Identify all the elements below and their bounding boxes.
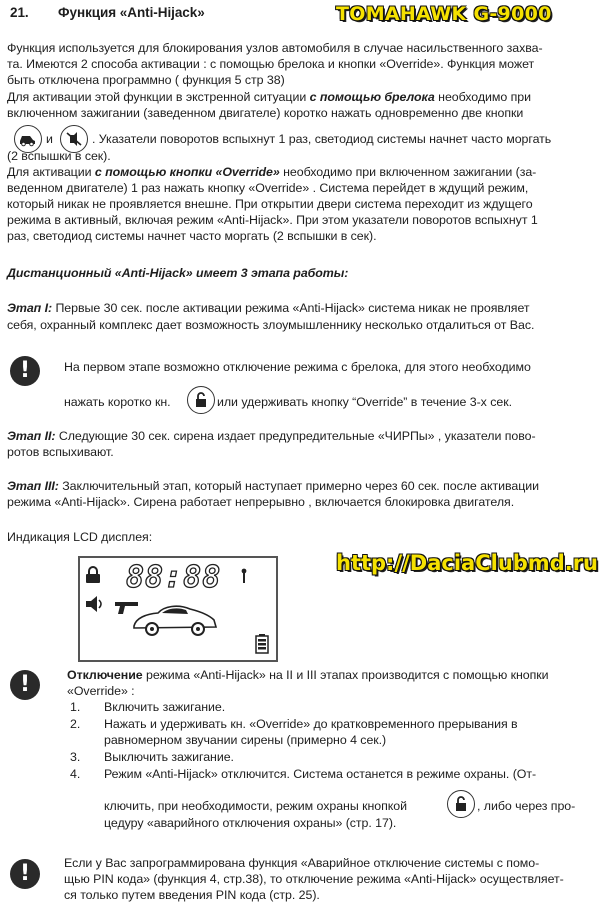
url-watermark: http://DaciaClubmd.ru <box>336 551 599 575</box>
stage-2-line-1: Этап II: Следующие 30 сек. сирена издает предупредительные «ЧИРПы» , указатели пово- <box>7 429 536 443</box>
intro-line-3: быть отключена программно ( функция 5 стр 38) <box>7 73 285 87</box>
fob-line-3: . Указатели поворотов вспыхнут 1 раз, светодиод системы начнет часто моргать <box>92 132 552 146</box>
lcd-caption: Индикация LCD дисплея: <box>7 530 153 544</box>
stage-3-line-1: Этап III: Заключительный этап, который наступает примерно через 60 сек. после активации <box>7 479 540 493</box>
step-4-line-2a: ключить, при необходимости, режим охраны кнопкой <box>104 799 407 813</box>
car-lock-icon <box>19 131 37 147</box>
stage-2-line-2: ротов вспыхивают. <box>7 445 114 459</box>
warning-icon: ! <box>10 356 40 386</box>
note-2-line-3: ся только путем введения PIN кода (стр. 25). <box>64 888 320 902</box>
step-3-num: 3. <box>70 750 81 764</box>
lock-icon <box>85 566 101 584</box>
note-1-line-2b: или удерживать кнопку “Override” в течение 3-х сек. <box>217 395 512 409</box>
stage-1-line-1: Этап I: Первые 30 сек. после активации режима «Anti-Hijack» система никак не проявляет <box>7 301 530 315</box>
note-2-line-1: Если у Вас запрограммирована функция «Аварийное отключение системы с помо- <box>64 856 540 870</box>
siren-mute-icon <box>65 131 83 147</box>
lcd-display <box>78 556 278 662</box>
note-2-line-2: щью PIN кода» (функция 4, стр.38), то отключение режима «Anti-Hijack» осуществляет- <box>64 872 564 886</box>
car-icon <box>132 600 218 638</box>
override-line-3: который никак не проявляется внешне. При открытии двери система переходит из ждущего <box>7 197 533 211</box>
stage-3-label: Этап III: <box>7 479 59 493</box>
section-heading <box>10 5 205 22</box>
fob-unlock-button <box>187 386 215 414</box>
stages-heading: Дистанционный «Anti-Hijack» имеет 3 этапа работы: <box>7 266 349 280</box>
step-4-num: 4. <box>70 767 81 781</box>
stage-1-line-2: себя, охранный комплекс дает возможность злоумышленнику несколько отдалиться от Вас. <box>7 318 535 332</box>
override-emphasis: с помощью кнопки «Override» <box>94 165 280 179</box>
warning-icon: ! <box>10 670 40 700</box>
fob-unlock-button <box>447 790 475 818</box>
section-title: Функция «Anti-Hijack» <box>58 5 205 20</box>
step-3-text: Выключить зажигание. <box>104 750 234 764</box>
battery-icon <box>255 634 269 654</box>
step-4-line-2b: , либо через про- <box>477 799 576 813</box>
step-4-text: Режим «Anti-Hijack» отключится. Система останется в режиме охраны. (От- <box>104 767 537 781</box>
step-1-text: Включить зажигание. <box>104 700 226 714</box>
siren-icon <box>84 594 106 614</box>
step-1-num: 1. <box>70 700 81 714</box>
fob-and: и <box>46 132 53 146</box>
override-line-2: веденном двигателе) 1 раз нажать кнопку «Override» . Система перейдет в ждущий режим, <box>7 181 529 195</box>
note-1-line-1: На первом этапе возможно отключение режима с брелока, для этого необходимо <box>64 360 531 374</box>
fob-line-4: (2 вспышки в сек). <box>7 149 111 163</box>
stage-3-line-2: режима «Anti-Hijack». Сирена работает непрерывно , включается блокировка двигателя. <box>7 495 515 509</box>
note-1-line-2a: нажать коротко кн. <box>64 395 171 409</box>
stage-2-label: Этап II: <box>7 429 56 443</box>
warning-icon: ! <box>10 859 40 889</box>
disable-line-1: Отключение режима «Anti-Hijack» на II и III этапах производится с помощью кнопки <box>67 668 549 682</box>
step-2-text: Нажать и удерживать кн. «Override» до кратковременного прерывания в <box>104 717 518 731</box>
stage-1-label: Этап I: <box>7 301 53 315</box>
override-line-5: раз, светодиод системы начнет часто моргать (2 вспышки в сек). <box>7 229 377 243</box>
fob-line-2: включенном зажигании (заведенном двигателе) коротко нажать одновременно две кнопки <box>7 106 524 120</box>
unlock-icon <box>193 392 209 408</box>
unlock-icon <box>453 796 469 812</box>
fob-emphasis: с помощью брелока <box>309 90 435 104</box>
intro-line-2: та. Имеются 2 способа активации : с помощью брелока и кнопки «Override». Функция может <box>7 57 535 71</box>
override-line-1: Для активации с помощью кнопки «Override» необходимо при включенном зажигании (за- <box>7 165 537 179</box>
fob-line-1: Для активации этой функции в экстренной ситуации с помощью брелока необходимо при <box>7 90 531 104</box>
override-line-4: режима в активный, включая режим «Anti-Hijack». При этом указатели поворотов вспыхнут 1 <box>7 213 538 227</box>
brand-watermark: TOMAHAWK G-9000 <box>336 3 552 25</box>
step-2-num: 2. <box>70 717 81 731</box>
antenna-icon <box>240 568 248 584</box>
disable-emphasis: Отключение <box>67 668 143 682</box>
intro-line-1: Функция используется для блокирования узлов автомобиля в случае насильственного захва- <box>7 41 543 55</box>
disable-line-2: «Override» : <box>67 684 135 698</box>
section-number: 21. <box>10 5 29 20</box>
step-4-line-3: цедуру «аварийного отключения охраны» (стр. 17). <box>104 816 397 830</box>
step-2-text-cont: равномерном звучании сирены (примерно 4 сек.) <box>104 733 387 747</box>
lcd-clock: 88:88 <box>126 560 222 595</box>
